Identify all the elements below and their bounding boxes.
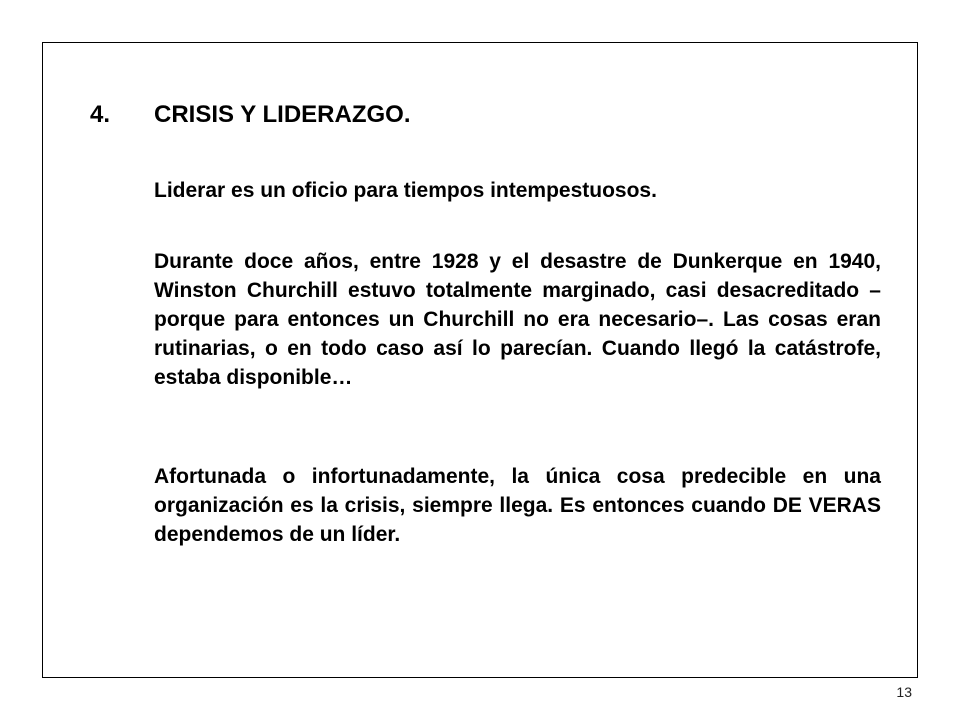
section-number: 4. — [90, 101, 111, 128]
section-heading — [90, 100, 411, 130]
paragraph-intro: Liderar es un oficio para tiempos intempestuosos. — [154, 179, 657, 202]
section-title: CRISIS Y LIDERAZGO. — [154, 101, 411, 128]
paragraph-crisis: Afortunada o infortunadamente, la única cosa predecible en una organización es la crisis, siempre llega. Es entonces cuando DE VERAS dependemos de un líder. — [154, 465, 881, 546]
page-number: 13 — [896, 684, 912, 700]
paragraph-churchill: Durante doce años, entre 1928 y el desastre de Dunkerque en 1940, Winston Churchill estuvo totalmente marginado, casi desacreditado –porque para entonces un Churchill no era necesario–. Las cosas eran rutinarias, o en todo caso así lo parecían. Cuando llegó la catástrofe, estaba disponible… — [154, 250, 881, 389]
